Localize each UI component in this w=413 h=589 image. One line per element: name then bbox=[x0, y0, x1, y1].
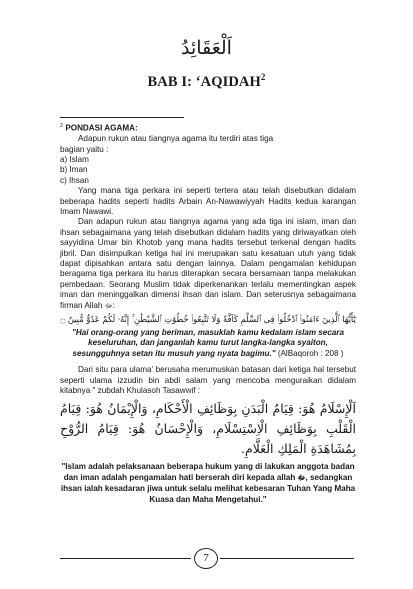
paragraph-scholars bbox=[60, 365, 356, 396]
book-title: " zubdah Khulasoh Tasawwif : bbox=[92, 386, 201, 396]
paragraph-three-matters: Yang mana tiga perkara ini seperti tertera atau telah disebutkan didalam beberapa hadits seperti hadits Arbain An-Nawawiyyah Hadits kedua karangan Imam Nawawi. bbox=[60, 186, 356, 216]
list-item-ihsan: c) Ihsan bbox=[60, 175, 89, 185]
chapter-title-text: BAB I: ‘AQIDAH bbox=[147, 73, 261, 90]
page-number: 7 bbox=[194, 548, 218, 569]
definition-arabic-quote: اَلْإِسْلَامُ هُوَ: قِيَامُ الْبَدَنِ بِوَظَائِفِ الْأَحْكَامِ، وَالْإِيْمَانُ هُوَ: قِيَامُ الْقَلْبِ بِوَظَائِفِ الْاِسْتِسْلَامِ، وَالْإِحْسَانُ هُوَ: قِيَامُ الرُّوْحِ بِمُشَاهَدَةِ الْمَلِكِ الْعَلَّامِ. bbox=[60, 401, 356, 457]
footnote-rule bbox=[60, 117, 184, 118]
verse-translation-text: "Hai orang-orang yang beriman, masuklah kamu kedalam islam secara keseluruhan, dan janganlah kamu turut langka-langka syaiton, sesungguhnya setan itu musuh yang nyata bagimu." bbox=[72, 328, 344, 358]
paragraph-hadith-jibril-text: Dan adapun rukun atau tiangnya agama yang ada tiga ini islam, iman dan ihsan sebagaimana yang telah disebutkan didalam hadits yang diriwayatkan oleh sayyidina Umar bin Khotob yang mana hadits tersebut terkenal dengan hadits jibril. Dan disimpulkan ketiga hal ini merupakan satu kesatuan utuh yang tidak dapat dipisahkan antara satu dengan lainnya. Dalam pengamalan kehidupan beragama tiga perkara itu harus diterapkan secara bersamaan tanpa melakukan pembedaan. Seorang Muslim tidak diperkenankan terlalu mementingkan aspek iman dan meninggalkan dimensi ihsan dan islam. Dan seterusnya sebagaimana firman Allah bbox=[60, 217, 356, 310]
arabic-chapter-heading: اَلْعَقَائِدُ bbox=[181, 37, 232, 59]
verse-reference: (AlBaqoroh : 208 ) bbox=[277, 348, 344, 358]
paragraph-colon: : bbox=[112, 300, 115, 310]
footnote-heading bbox=[60, 121, 356, 134]
footnote-intro-line1: Adapun rukun atau tiangnya agama itu terdiri atas tiga bbox=[78, 134, 274, 144]
definition-translation-part2: , sedangkan ihsan ialah kesadaran jiwa untuk selalu melihat kebesaran Tuhan Yang Maha Kuasa dan Maha Mengetahui." bbox=[60, 472, 356, 504]
allah-glyph-icon: ﷻ bbox=[104, 302, 113, 310]
footnote-body bbox=[60, 121, 356, 505]
list-item-iman: b) Iman bbox=[60, 165, 88, 175]
footnote-intro-line2: bagian yaitu : bbox=[60, 144, 109, 154]
list-item-islam: a) Islam bbox=[60, 154, 89, 164]
footnote-mark: 2 bbox=[60, 123, 64, 129]
definition-translation-part1: "Islam adalah pelaksanaan beberapa hukum yang di lakukan anggota badan dan iman adalah pengamalan hati berserah diri kepada allah bbox=[61, 462, 355, 482]
footnote-heading-text: PONDASI AGAMA: bbox=[65, 123, 138, 133]
paragraph-scholars-text: Dari situ para ulama’ berusaha merumuskan batasan dari ketiga hal tersebut seperti ulama izzudin bin abdi salam yang mencoba menguraikan didalam kitabnya bbox=[60, 365, 356, 396]
quran-verse-arabic: يَٰٓأَيُّهَا ٱلَّذِينَ ءَامَنُوا۟ ٱدْخُلُوا۟ فِى ٱلسِّلْمِ كَآفَّةً وَلَا تَتَّبِعُوا۟ خُطُوَٰتِ ٱلشَّيْطَٰنِ ۚ إِنَّهُۥ لَكُمْ عَدُوٌّ مُّبِينٌ ۝ bbox=[60, 314, 356, 325]
footer-rule-right bbox=[220, 558, 354, 559]
chapter-title bbox=[0, 72, 413, 91]
paragraph-hadith-jibril bbox=[60, 217, 356, 312]
footer-rule-left bbox=[60, 558, 191, 559]
allah-glyph-icon: ﷻ bbox=[297, 474, 306, 482]
definition-translation bbox=[60, 462, 356, 505]
chapter-footnote-mark[interactable]: 2 bbox=[260, 72, 266, 82]
verse-translation bbox=[60, 328, 356, 359]
